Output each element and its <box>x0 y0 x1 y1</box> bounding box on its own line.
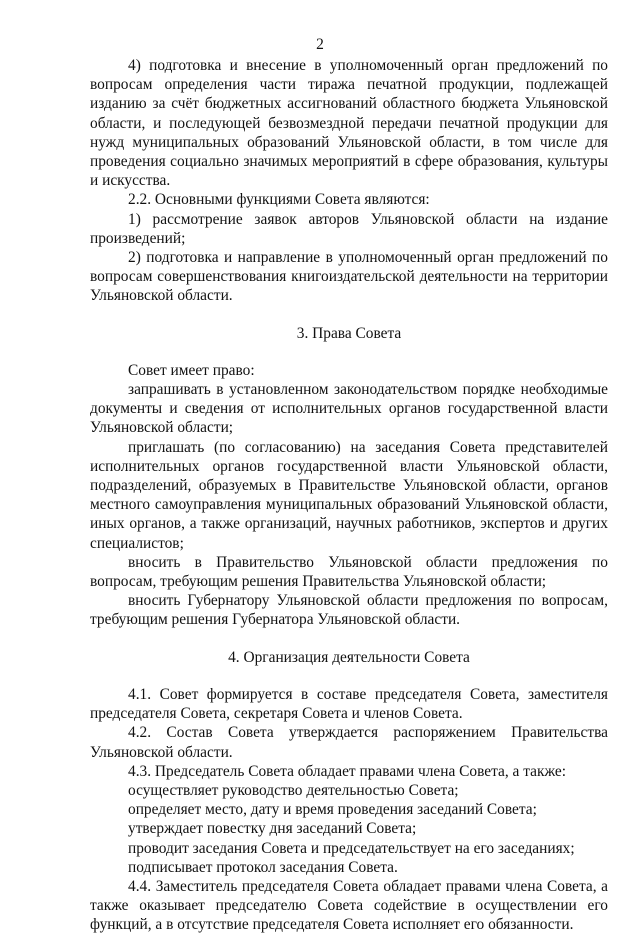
paragraph: осуществляет руководство деятельностью Совета; <box>128 781 459 799</box>
paragraph: Совет имеет право: <box>128 361 255 379</box>
paragraph: вносить в Правительство Ульяновской области предложения по вопросам, требующим решения Правительства Ульяновской области; <box>90 553 608 591</box>
paragraph: подписывает протокол заседания Совета. <box>128 858 398 876</box>
paragraph: 4) подготовка и внесение в уполномоченный орган предложений по вопросам определения части тиража печатной продукции, подлежащей изданию за счёт бюджетных ассигнований областного бюджета Ульяновской области, и последующей безвозмездной передачи печатной продукции для нужд муниципальных образований Ульяновской области, в том числе для проведения социально значимых мероприятий в сфере образования, культуры и искусства. <box>90 57 608 190</box>
paragraph: приглашать (по согласованию) на заседания Совета представителей исполнительных органов государственной власти Ульяновской области, подразделений, образуемых в Правительстве Ульяновской области, органов местного самоуправления муниципальных образований Ульяновской области, иных органов, а также организаций, научных работников, экспертов и других специалистов; <box>90 438 608 552</box>
paragraph: 1) рассмотрение заявок авторов Ульяновской области на издание произведений; <box>90 210 608 247</box>
paragraph: запрашивать в установленном законодательством порядке необходимые документы и сведения от исполнительных органов государственной власти Ульяновской области; <box>90 381 608 437</box>
paragraph: 2.2. Основными функциями Совета являются: <box>128 191 430 209</box>
section-heading-4: 4. Организация деятельности Совета <box>228 648 470 666</box>
document-body <box>90 56 608 935</box>
section-heading-3: 3. Права Совета <box>296 324 402 342</box>
paragraph: 4.3. Председатель Совета обладает правами члена Совета, а также: <box>128 762 566 780</box>
paragraph: вносить Губернатору Ульяновской области предложения по вопросам, требующим решения Губернатора Ульяновской области. <box>90 592 608 629</box>
paragraph: 4.4. Заместитель председателя Совета обладает правами члена Совета, а также оказывает председателю Совета содействие в осуществлении его функций, а в отсутствие председателя Совета исполняет его обязанности. <box>90 877 608 934</box>
paragraph: определяет место, дату и время проведения заседаний Совета; <box>128 801 537 819</box>
paragraph: 4.1. Совет формируется в составе председателя Совета, заместителя председателя Совета, секретаря Совета и членов Совета. <box>90 685 608 723</box>
paragraph: 4.2. Состав Совета утверждается распоряжением Правительства Ульяновской области. <box>90 724 608 761</box>
paragraph: проводит заседания Совета и председательствует на его заседаниях; <box>128 839 575 857</box>
paragraph: утверждает повестку дня заседаний Совета; <box>128 820 417 838</box>
page-number: 2 <box>316 36 324 53</box>
paragraph: 2) подготовка и направление в уполномоченный орган предложений по вопросам совершенствования книгоиздательской деятельности на территории Ульяновской области. <box>90 249 608 305</box>
